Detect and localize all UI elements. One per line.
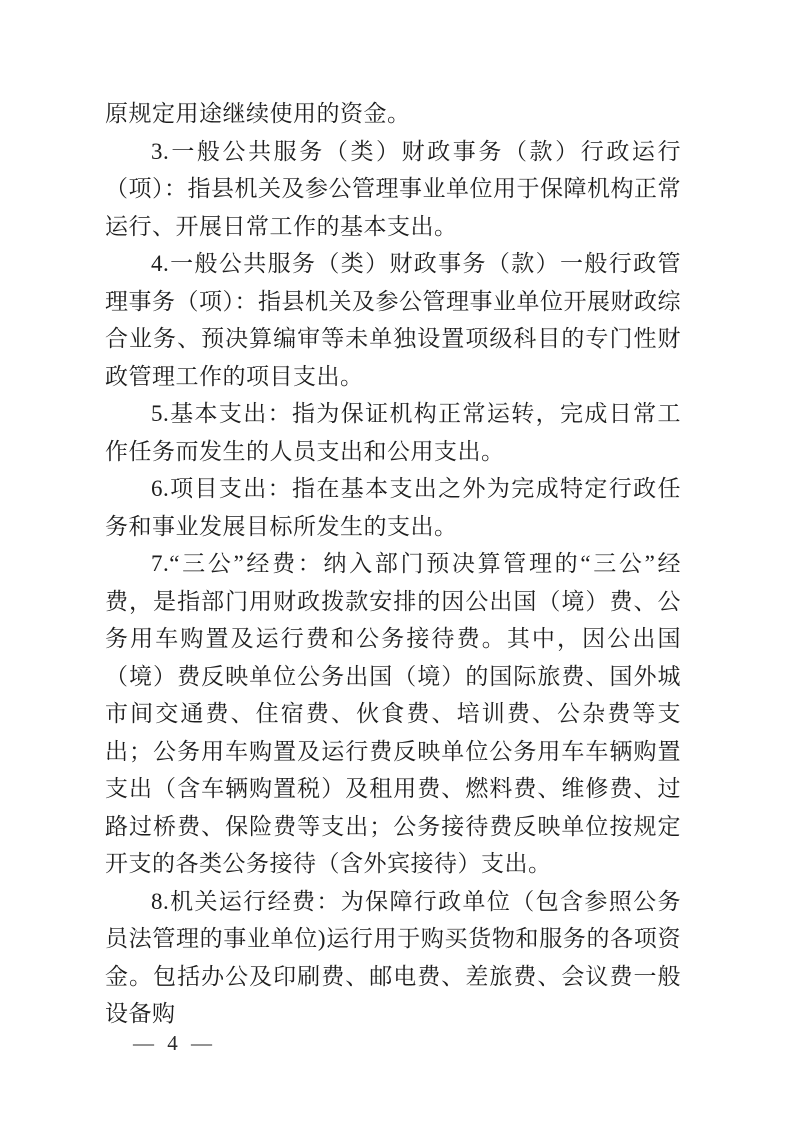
paragraph: 8.机关运行经费：为保障行政单位（包含参照公务员法管理的事业单位)运行用于购买货物和服务的各项资金。包括办公及印刷费、邮电费、差旅费、会议费一般设备购 [105, 888, 681, 1026]
paragraph: 原规定用途继续使用的资金。 [105, 101, 411, 126]
paragraph: 3.一般公共服务（类）财政事务（款）行政运行（项）：指县机关及参公管理事业单位用于保障机构正常运行、开展日常工作的基本支出。 [105, 138, 681, 239]
paragraph: 4.一般公共服务（类）财政事务（款）一般行政管理事务（项）：指县机关及参公管理事业单位开展财政综合业务、预决算编审等未单独设置项级科目的专门性财政管理工作的项目支出。 [105, 251, 681, 389]
paragraph: 7.“三公”经费：纳入部门预决算管理的“三公”经费，是指部门用财政拨款安排的因公出国（境）费、公务用车购置及运行费和公务接待费。其中，因公出国（境）费反映单位公务出国（境）的国际旅费、国外城市间交通费、住宿费、伙食费、培训费、公杂费等支出；公务用车购置及运行费反映单位公务用车车辆购置支出（含车辆购置税）及租用费、燃料费、维修费、过路过桥费、保险费等支出；公务接待费反映单位按规定开支的各类公务接待（含外宾接待）支出。 [105, 551, 681, 876]
page-number: — 4 — [133, 1031, 216, 1055]
document-body [105, 95, 681, 1033]
paragraph: 5.基本支出：指为保证机构正常运转，完成日常工作任务而发生的人员支出和公用支出。 [105, 401, 681, 464]
paragraph: 6.项目支出：指在基本支出之外为完成特定行政任务和事业发展目标所发生的支出。 [105, 476, 681, 539]
